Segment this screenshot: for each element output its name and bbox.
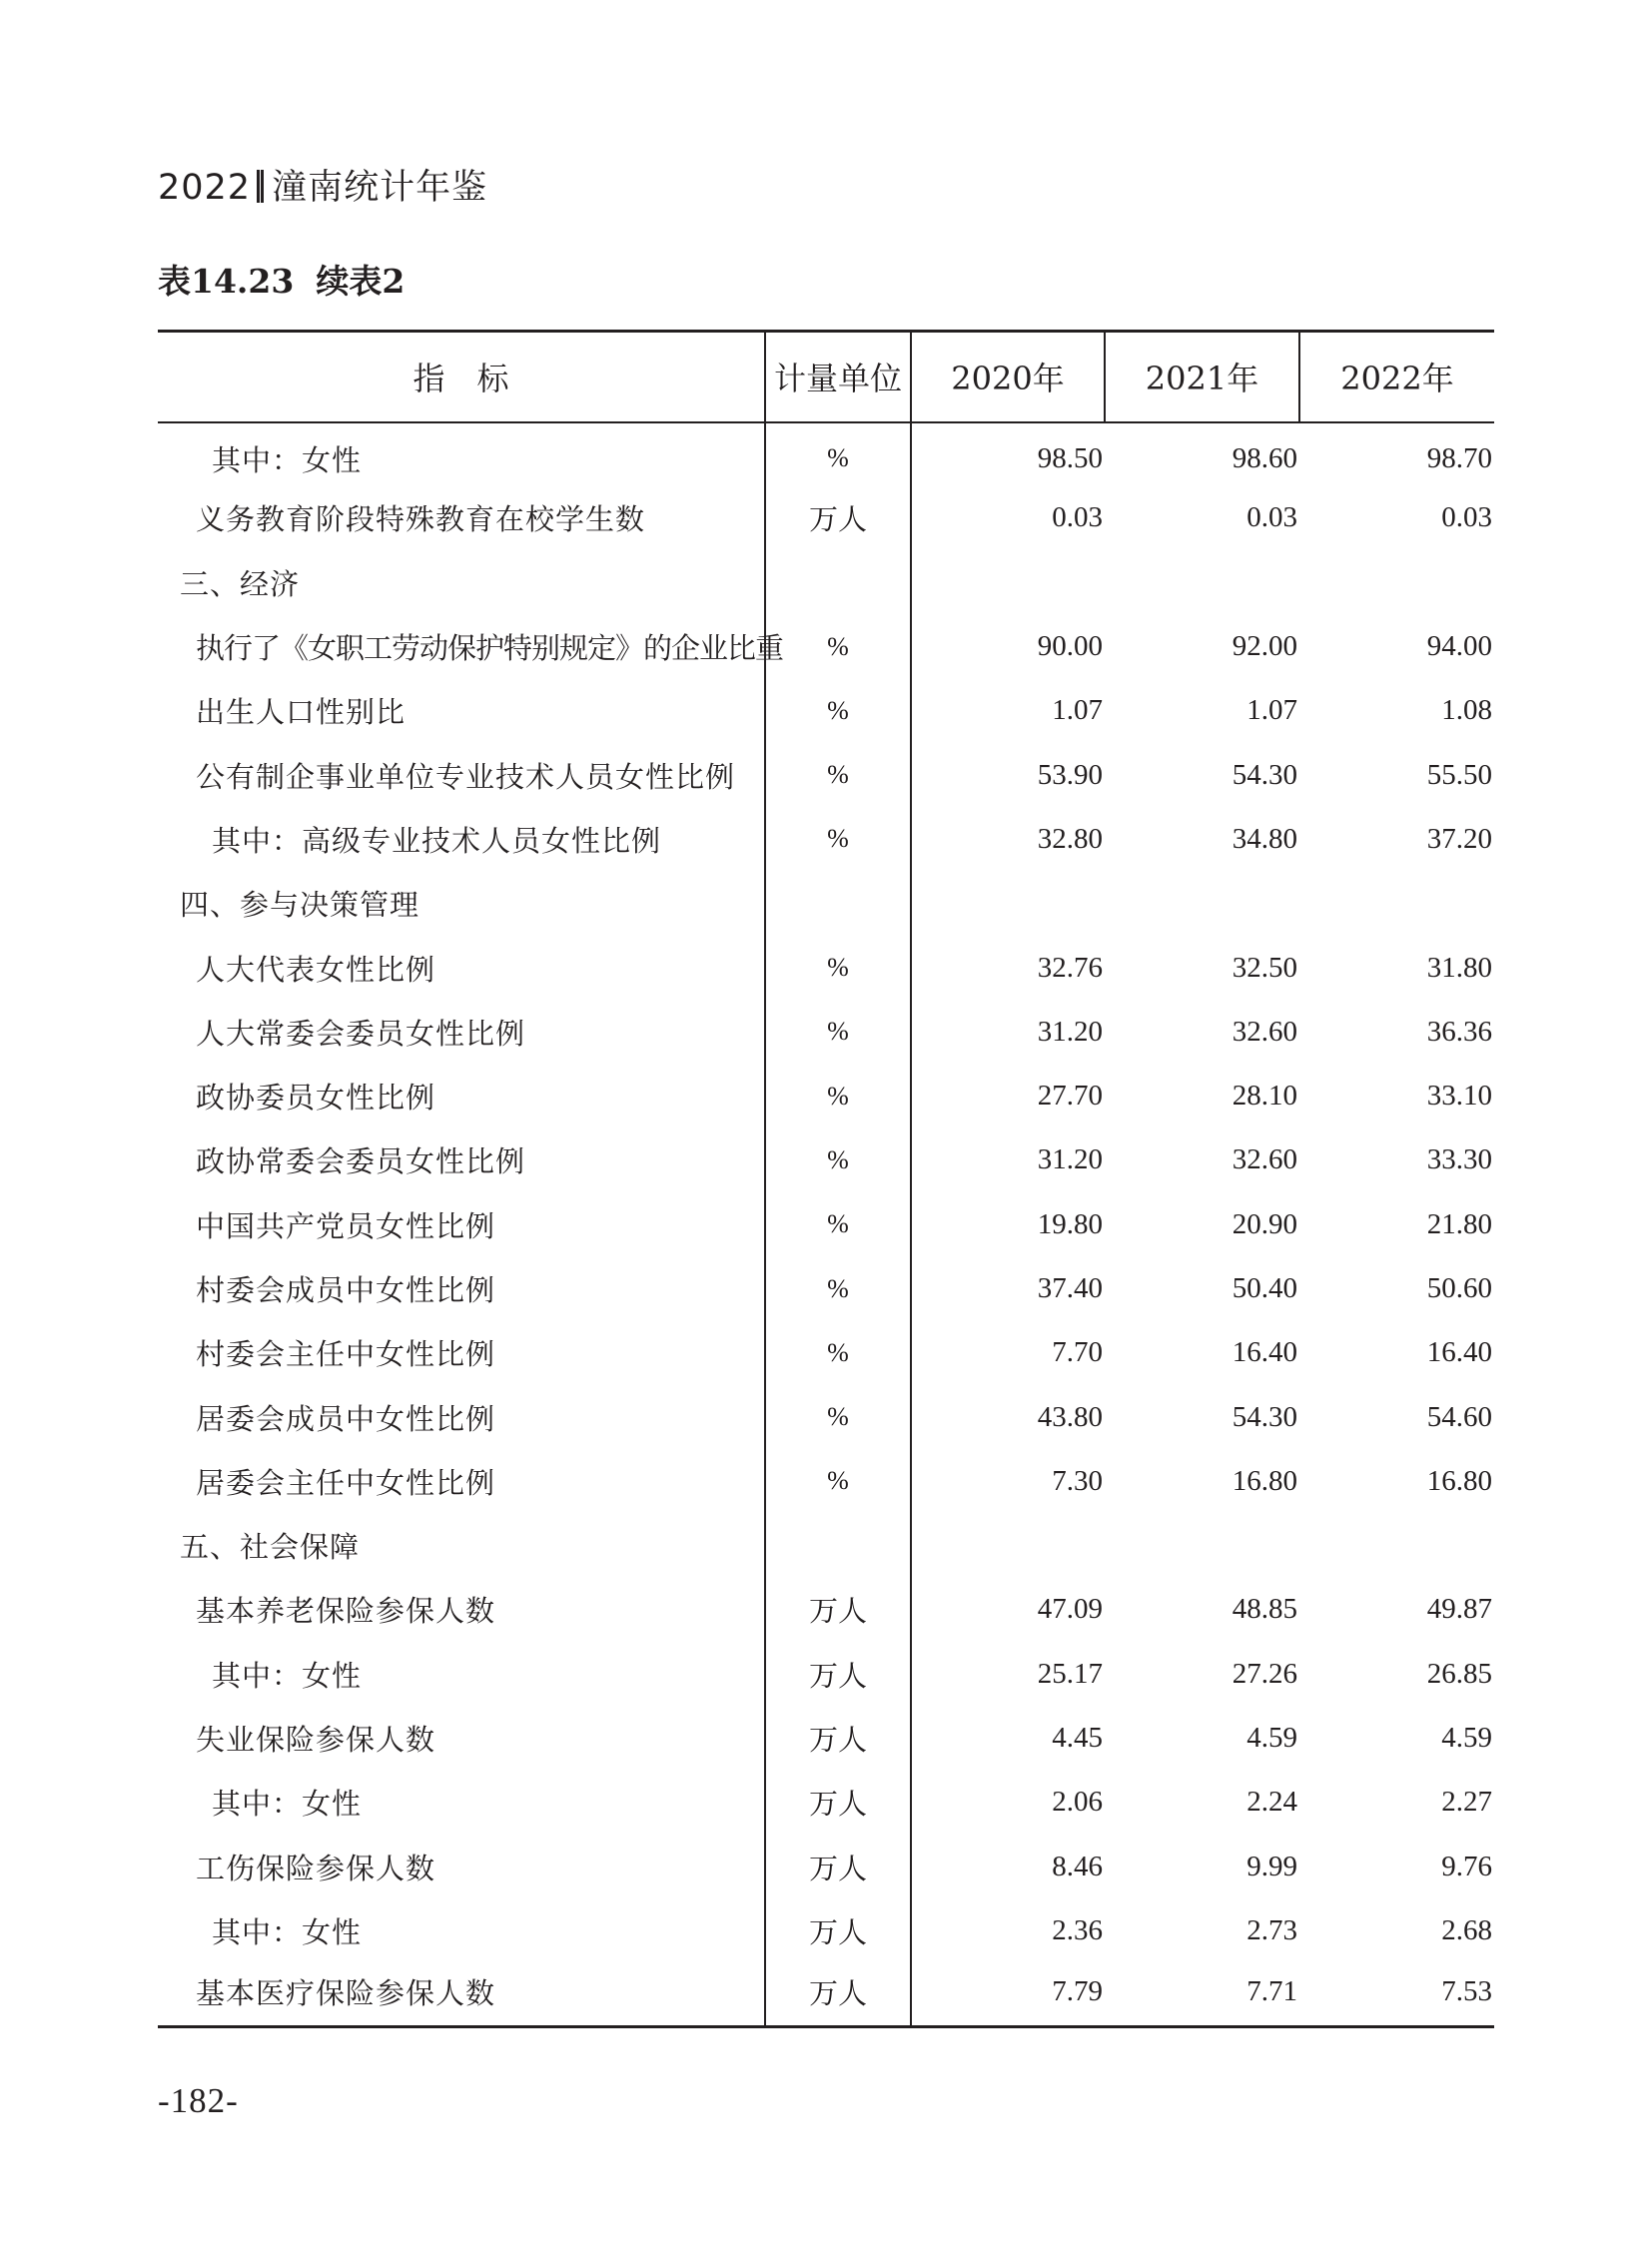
section-title: 三、经济 <box>180 566 301 601</box>
unit-cell: % <box>765 743 911 807</box>
section-title: 四、参与决策管理 <box>180 888 420 923</box>
table-row <box>158 1963 1494 2027</box>
table-row <box>158 807 1494 871</box>
value-cell: 4.59 <box>1441 1722 1492 1755</box>
value-cell: 32.76 <box>911 936 1105 1000</box>
indicator-name: 其中：女性 <box>212 442 363 477</box>
value-cell <box>911 872 1105 936</box>
value-cell: 34.80 <box>1232 822 1297 855</box>
table-header-row <box>158 332 1494 422</box>
table-row <box>158 614 1494 678</box>
table-row <box>158 1835 1494 1898</box>
value-cell: 2.06 <box>911 1771 1105 1835</box>
value-cell: 90.00 <box>911 614 1105 678</box>
table-row <box>158 936 1494 1000</box>
table-row <box>158 1321 1494 1385</box>
indicator-name: 居委会主任中女性比例 <box>196 1465 496 1500</box>
value-cell: 7.71 <box>1105 1963 1299 2027</box>
value-cell: 31.80 <box>1426 951 1492 984</box>
value-cell: 31.20 <box>911 1128 1105 1192</box>
unit-cell: 万人 <box>765 1963 911 2027</box>
indicator-name: 其中：女性 <box>212 1787 363 1822</box>
table-row <box>158 1449 1494 1513</box>
value-cell: 37.20 <box>1426 822 1492 855</box>
value-cell: 4.59 <box>1246 1722 1297 1755</box>
indicator-name: 村委会主任中女性比例 <box>196 1337 496 1372</box>
value-cell: 2.27 <box>1441 1786 1492 1819</box>
value-cell: 0.03 <box>911 486 1105 550</box>
value-cell: 21.80 <box>1426 1207 1492 1240</box>
unit-cell: % <box>765 422 911 486</box>
table-row <box>158 1578 1494 1642</box>
value-cell <box>1299 872 1494 936</box>
table-row <box>158 422 1494 486</box>
value-cell: 1.08 <box>1441 694 1492 727</box>
year-column-header: 2021年 <box>1105 332 1299 422</box>
value-cell: 1.07 <box>911 679 1105 743</box>
value-cell: 25.17 <box>911 1642 1105 1706</box>
indicator-column-header: 指 标 <box>158 332 765 422</box>
running-head-year: 2022 <box>158 168 252 208</box>
table-row <box>158 1898 1494 1962</box>
value-cell <box>911 550 1105 614</box>
value-cell: 49.87 <box>1426 1593 1492 1626</box>
unit-cell: 万人 <box>765 486 911 550</box>
running-head-separator <box>257 170 264 203</box>
table-row <box>158 1642 1494 1706</box>
value-cell: 98.70 <box>1426 441 1492 474</box>
unit-cell: % <box>765 1256 911 1320</box>
indicator-name: 居委会成员中女性比例 <box>196 1401 496 1436</box>
value-cell: 16.80 <box>1232 1464 1297 1497</box>
value-cell: 50.40 <box>1232 1272 1297 1304</box>
indicator-name: 基本医疗保险参保人数 <box>158 1963 765 2027</box>
unit-cell: % <box>765 936 911 1000</box>
running-head <box>158 160 487 210</box>
indicator-name: 人大代表女性比例 <box>196 952 436 987</box>
value-cell: 16.40 <box>1232 1336 1297 1369</box>
value-cell: 0.03 <box>1441 501 1492 534</box>
value-cell: 54.60 <box>1426 1400 1492 1433</box>
value-cell: 0.03 <box>1246 501 1297 534</box>
indicator-name: 政协委员女性比例 <box>196 1081 436 1116</box>
value-cell: 28.10 <box>1232 1080 1297 1113</box>
unit-cell <box>765 1514 911 1578</box>
value-cell: 32.60 <box>1232 1143 1297 1176</box>
unit-cell: % <box>765 1192 911 1256</box>
value-cell <box>1299 1514 1494 1578</box>
unit-cell: % <box>765 1321 911 1385</box>
value-cell: 54.30 <box>1232 758 1297 791</box>
table-continuation-label: 续表2 <box>316 262 406 301</box>
table-row <box>158 1385 1494 1449</box>
table-row <box>158 1064 1494 1127</box>
unit-column-header: 计量单位 <box>765 332 911 422</box>
unit-cell: % <box>765 679 911 743</box>
table-row <box>158 1128 1494 1192</box>
value-cell <box>1105 872 1299 936</box>
indicator-name: 人大常委会委员女性比例 <box>196 1016 526 1051</box>
unit-cell: % <box>765 1449 911 1513</box>
year-column-header: 2020年 <box>911 332 1105 422</box>
value-cell: 2.24 <box>1246 1786 1297 1819</box>
section-header-row <box>158 1514 1494 1578</box>
unit-cell: 万人 <box>765 1706 911 1770</box>
indicator-name: 基本养老保险参保人数 <box>196 1594 496 1629</box>
indicator-name: 义务教育阶段特殊教育在校学生数 <box>196 502 646 537</box>
page-number: -182- <box>158 2081 239 2120</box>
value-cell: 31.20 <box>911 1000 1105 1064</box>
section-header-row <box>158 550 1494 614</box>
value-cell: 48.85 <box>1232 1593 1297 1626</box>
value-cell: 9.76 <box>1441 1850 1492 1882</box>
value-cell: 16.80 <box>1426 1464 1492 1497</box>
value-cell: 94.00 <box>1426 630 1492 663</box>
value-cell: 2.68 <box>1441 1913 1492 1946</box>
table-row <box>158 1000 1494 1064</box>
value-cell: 8.46 <box>911 1835 1105 1898</box>
indicator-name: 出生人口性别比 <box>196 695 407 730</box>
value-cell: 16.40 <box>1426 1336 1492 1369</box>
value-cell: 33.10 <box>1426 1080 1492 1113</box>
value-cell: 2.73 <box>1246 1913 1297 1946</box>
value-cell: 37.40 <box>911 1256 1105 1320</box>
value-cell: 32.50 <box>1232 951 1297 984</box>
indicator-name: 政协常委会委员女性比例 <box>196 1144 526 1179</box>
value-cell: 26.85 <box>1426 1657 1492 1690</box>
value-cell: 7.30 <box>911 1449 1105 1513</box>
indicator-name: 公有制企事业单位专业技术人员女性比例 <box>196 759 736 794</box>
indicator-name: 其中：女性 <box>212 1658 363 1693</box>
value-cell: 9.99 <box>1246 1850 1297 1882</box>
value-cell: 98.50 <box>911 422 1105 486</box>
indicator-name: 其中：高级专业技术人员女性比例 <box>212 823 662 858</box>
unit-cell <box>765 550 911 614</box>
unit-cell: % <box>765 1000 911 1064</box>
value-cell: 1.07 <box>1246 694 1297 727</box>
value-cell: 27.70 <box>911 1064 1105 1127</box>
indicator-name: 工伤保险参保人数 <box>196 1851 436 1885</box>
value-cell: 19.80 <box>911 1192 1105 1256</box>
table-row <box>158 1771 1494 1835</box>
value-cell: 32.80 <box>911 807 1105 871</box>
value-cell: 47.09 <box>911 1578 1105 1642</box>
unit-cell: % <box>765 1385 911 1449</box>
indicator-name: 村委会成员中女性比例 <box>196 1273 496 1307</box>
section-header-row <box>158 872 1494 936</box>
table-row <box>158 1192 1494 1256</box>
unit-cell: % <box>765 1128 911 1192</box>
table-row <box>158 1256 1494 1320</box>
value-cell: 32.60 <box>1232 1015 1297 1048</box>
unit-cell: % <box>765 1064 911 1127</box>
value-cell: 7.79 <box>911 1963 1105 2027</box>
running-head-title: 潼南统计年鉴 <box>272 168 488 208</box>
table-row <box>158 679 1494 743</box>
table-number: 表14.23 <box>158 262 295 301</box>
unit-cell: % <box>765 614 911 678</box>
value-cell: 50.60 <box>1426 1272 1492 1304</box>
unit-cell: % <box>765 807 911 871</box>
value-cell <box>1105 550 1299 614</box>
unit-cell: 万人 <box>765 1642 911 1706</box>
value-cell: 7.70 <box>911 1321 1105 1385</box>
year-column-header: 2022年 <box>1299 332 1494 422</box>
table-row <box>158 1706 1494 1770</box>
unit-cell: 万人 <box>765 1578 911 1642</box>
unit-cell <box>765 872 911 936</box>
unit-cell: 万人 <box>765 1835 911 1898</box>
unit-cell: 万人 <box>765 1898 911 1962</box>
section-title: 五、社会保障 <box>180 1530 361 1565</box>
value-cell: 43.80 <box>911 1385 1105 1449</box>
unit-cell: 万人 <box>765 1771 911 1835</box>
value-cell: 20.90 <box>1232 1207 1297 1240</box>
value-cell <box>1299 550 1494 614</box>
value-cell: 33.30 <box>1426 1143 1492 1176</box>
value-cell: 92.00 <box>1232 630 1297 663</box>
value-cell <box>1105 1514 1299 1578</box>
value-cell: 55.50 <box>1426 758 1492 791</box>
indicator-name: 其中：女性 <box>212 1914 363 1949</box>
table-row <box>158 486 1494 550</box>
value-cell: 36.36 <box>1426 1015 1492 1048</box>
indicator-name: 失业保险参保人数 <box>196 1723 436 1758</box>
indicator-name: 执行了《女职工劳动保护特别规定》的企业比重 <box>196 631 784 666</box>
table-title <box>158 256 405 303</box>
value-cell: 98.60 <box>1232 441 1297 474</box>
table-row <box>158 743 1494 807</box>
statistics-table <box>158 330 1494 2028</box>
value-cell: 4.45 <box>911 1706 1105 1770</box>
table-body <box>158 422 1494 2027</box>
value-cell: 7.53 <box>1299 1963 1494 2027</box>
value-cell <box>911 1514 1105 1578</box>
value-cell: 27.26 <box>1232 1657 1297 1690</box>
value-cell: 54.30 <box>1232 1400 1297 1433</box>
value-cell: 53.90 <box>911 743 1105 807</box>
value-cell: 2.36 <box>911 1898 1105 1962</box>
indicator-name: 中国共产党员女性比例 <box>196 1208 496 1243</box>
